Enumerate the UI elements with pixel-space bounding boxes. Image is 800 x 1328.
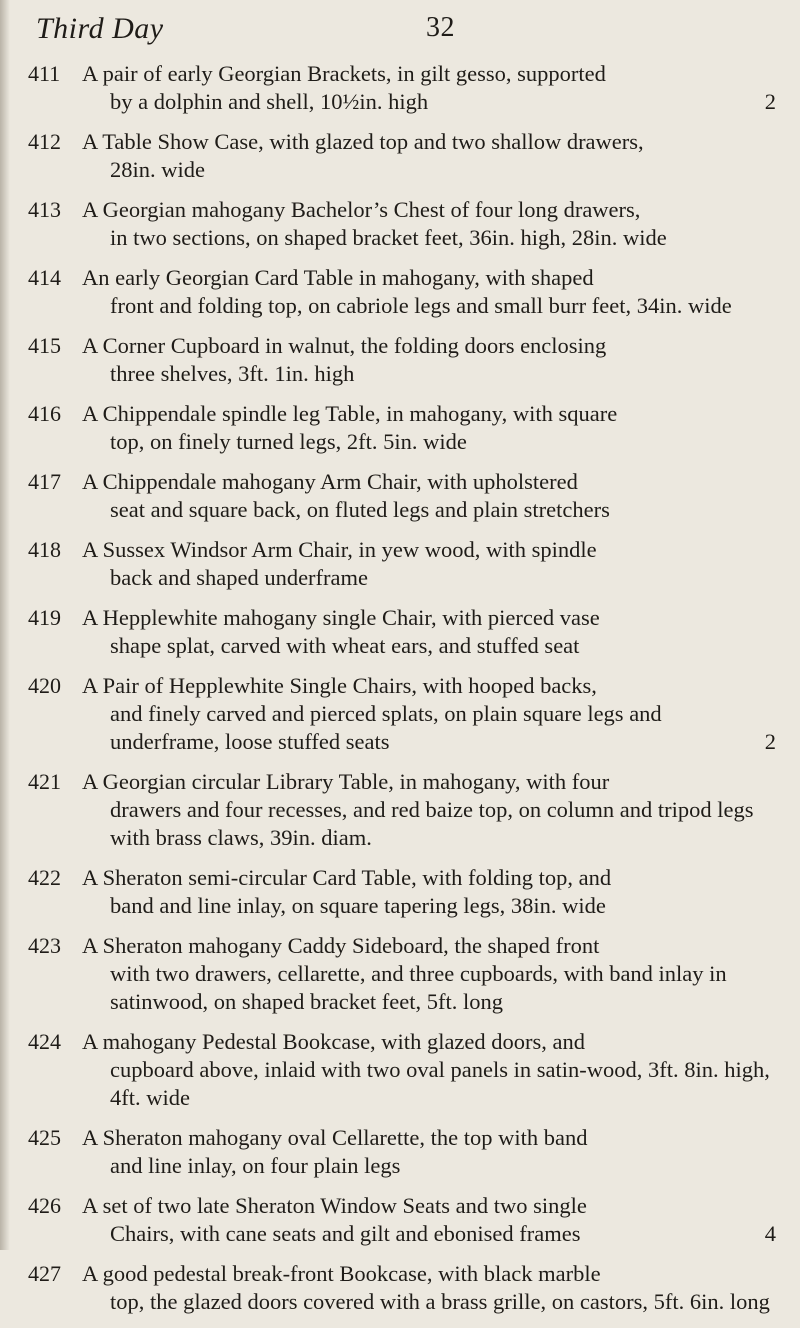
lot-description [82, 468, 776, 524]
lot-description [82, 1260, 776, 1316]
page-edge-shadow [0, 0, 10, 1250]
lot-entry [28, 60, 776, 116]
lot-description-continuation: by a dolphin and shell, 10½in. high [110, 89, 429, 114]
lot-description [82, 768, 776, 852]
lot-number: 426 [28, 1193, 61, 1218]
lot-entry [28, 128, 776, 184]
lot-description-first-line: A Georgian mahogany Bachelor’s Chest of four long drawers, [82, 197, 641, 222]
lot-description [82, 932, 776, 1016]
lot-description [82, 1028, 776, 1112]
lot-description-first-line: A Chippendale mahogany Arm Chair, with upholstered [82, 469, 578, 494]
lot-description [82, 400, 776, 456]
lot-quantity: 2 [764, 89, 776, 114]
lot-number: 425 [28, 1125, 61, 1150]
lot-description-continuation: and finely carved and pierced splats, on plain square legs and underframe, loose stuffed seats [110, 701, 662, 754]
lot-description-continuation: in two sections, on shaped bracket feet, 36in. high, 28in. wide [110, 225, 667, 250]
lot-description [82, 128, 776, 184]
lot-description-continuation: and line inlay, on four plain legs [110, 1153, 401, 1178]
lot-entry [28, 468, 776, 524]
lot-entry [28, 932, 776, 1016]
section-title: Third Day [36, 12, 164, 45]
lot-description [82, 604, 776, 660]
lot-number: 412 [28, 129, 61, 154]
lot-entry [28, 864, 776, 920]
lot-entry [28, 264, 776, 320]
page-header [36, 12, 776, 52]
lot-entry [28, 768, 776, 852]
lot-number: 423 [28, 933, 61, 958]
lot-description-first-line: A set of two late Sheraton Window Seats and two single [82, 1193, 587, 1218]
lot-description [82, 1192, 776, 1248]
lot-number: 416 [28, 401, 61, 426]
lot-entry [28, 332, 776, 388]
lot-description-first-line: A Table Show Case, with glazed top and two shallow drawers, [82, 129, 644, 154]
lot-number: 414 [28, 265, 61, 290]
lot-description [82, 264, 776, 320]
lot-number: 424 [28, 1029, 61, 1054]
lot-description-first-line: A Pair of Hepplewhite Single Chairs, with hooped backs, [82, 673, 597, 698]
lot-description-first-line: A Sheraton semi-circular Card Table, with folding top, and [82, 865, 612, 890]
lot-number: 417 [28, 469, 61, 494]
lot-description [82, 672, 776, 756]
lot-number: 418 [28, 537, 61, 562]
lot-number: 419 [28, 605, 61, 630]
lot-entry [28, 672, 776, 756]
lot-description [82, 536, 776, 592]
lot-description-continuation: three shelves, 3ft. 1in. high [110, 361, 355, 386]
lot-description [82, 332, 776, 388]
lot-number: 427 [28, 1261, 61, 1286]
lot-description [82, 1124, 776, 1180]
lot-number: 415 [28, 333, 61, 358]
lot-entry [28, 1028, 776, 1112]
lot-description-continuation: cupboard above, inlaid with two oval panels in satin-wood, 3ft. 8in. high, 4ft. wide [110, 1057, 770, 1110]
lot-entry [28, 400, 776, 456]
lot-description-continuation: Chairs, with cane seats and gilt and ebonised frames [110, 1221, 581, 1246]
lot-number: 421 [28, 769, 61, 794]
lot-entry [28, 1192, 776, 1248]
lot-description-continuation: drawers and four recesses, and red baize top, on column and tripod legs with brass claws, 39in. diam. [110, 797, 754, 850]
lot-entry [28, 536, 776, 592]
lot-description-continuation: shape splat, carved with wheat ears, and stuffed seat [110, 633, 580, 658]
lot-description [82, 60, 776, 116]
lot-description-first-line: A Sheraton mahogany oval Cellarette, the top with band [82, 1125, 588, 1150]
lot-description [82, 864, 776, 920]
lot-list [28, 60, 776, 1328]
lot-number: 420 [28, 673, 61, 698]
page-number: 32 [426, 12, 455, 43]
lot-description-first-line: A Chippendale spindle leg Table, in mahogany, with square [82, 401, 618, 426]
lot-description-first-line: An early Georgian Card Table in mahogany, with shaped [82, 265, 594, 290]
lot-description-continuation: top, on finely turned legs, 2ft. 5in. wide [110, 429, 467, 454]
lot-description-first-line: A pair of early Georgian Brackets, in gilt gesso, supported [82, 61, 606, 86]
lot-description-first-line: A mahogany Pedestal Bookcase, with glazed doors, and [82, 1029, 586, 1054]
lot-description-continuation: band and line inlay, on square tapering legs, 38in. wide [110, 893, 606, 918]
lot-entry [28, 604, 776, 660]
lot-description-continuation: with two drawers, cellarette, and three cupboards, with band inlay in satinwood, on shaped bracket feet, 5ft. long [110, 961, 727, 1014]
lot-description-continuation: 28in. wide [110, 157, 205, 182]
lot-entry [28, 196, 776, 252]
lot-description-continuation: back and shaped underframe [110, 565, 369, 590]
lot-description [82, 196, 776, 252]
lot-entry [28, 1260, 776, 1316]
lot-description-continuation: seat and square back, on fluted legs and plain stretchers [110, 497, 610, 522]
lot-description-continuation: front and folding top, on cabriole legs and small burr feet, 34in. wide [110, 293, 732, 318]
lot-quantity: 2 [764, 729, 776, 754]
lot-number: 422 [28, 865, 61, 890]
lot-entry [28, 1124, 776, 1180]
lot-description-first-line: A Sheraton mahogany Caddy Sideboard, the shaped front [82, 933, 600, 958]
lot-number: 413 [28, 197, 61, 222]
lot-description-first-line: A Georgian circular Library Table, in mahogany, with four [82, 769, 610, 794]
lot-number: 411 [28, 61, 61, 86]
lot-description-first-line: A Corner Cupboard in walnut, the folding doors enclosing [82, 333, 607, 358]
lot-description-first-line: A Sussex Windsor Arm Chair, in yew wood, with spindle [82, 537, 597, 562]
lot-quantity: 4 [764, 1221, 776, 1246]
lot-description-continuation: top, the glazed doors covered with a brass grille, on castors, 5ft. 6in. long [110, 1289, 770, 1314]
lot-description-first-line: A good pedestal break-front Bookcase, with black marble [82, 1261, 601, 1286]
lot-description-first-line: A Hepplewhite mahogany single Chair, with pierced vase [82, 605, 600, 630]
